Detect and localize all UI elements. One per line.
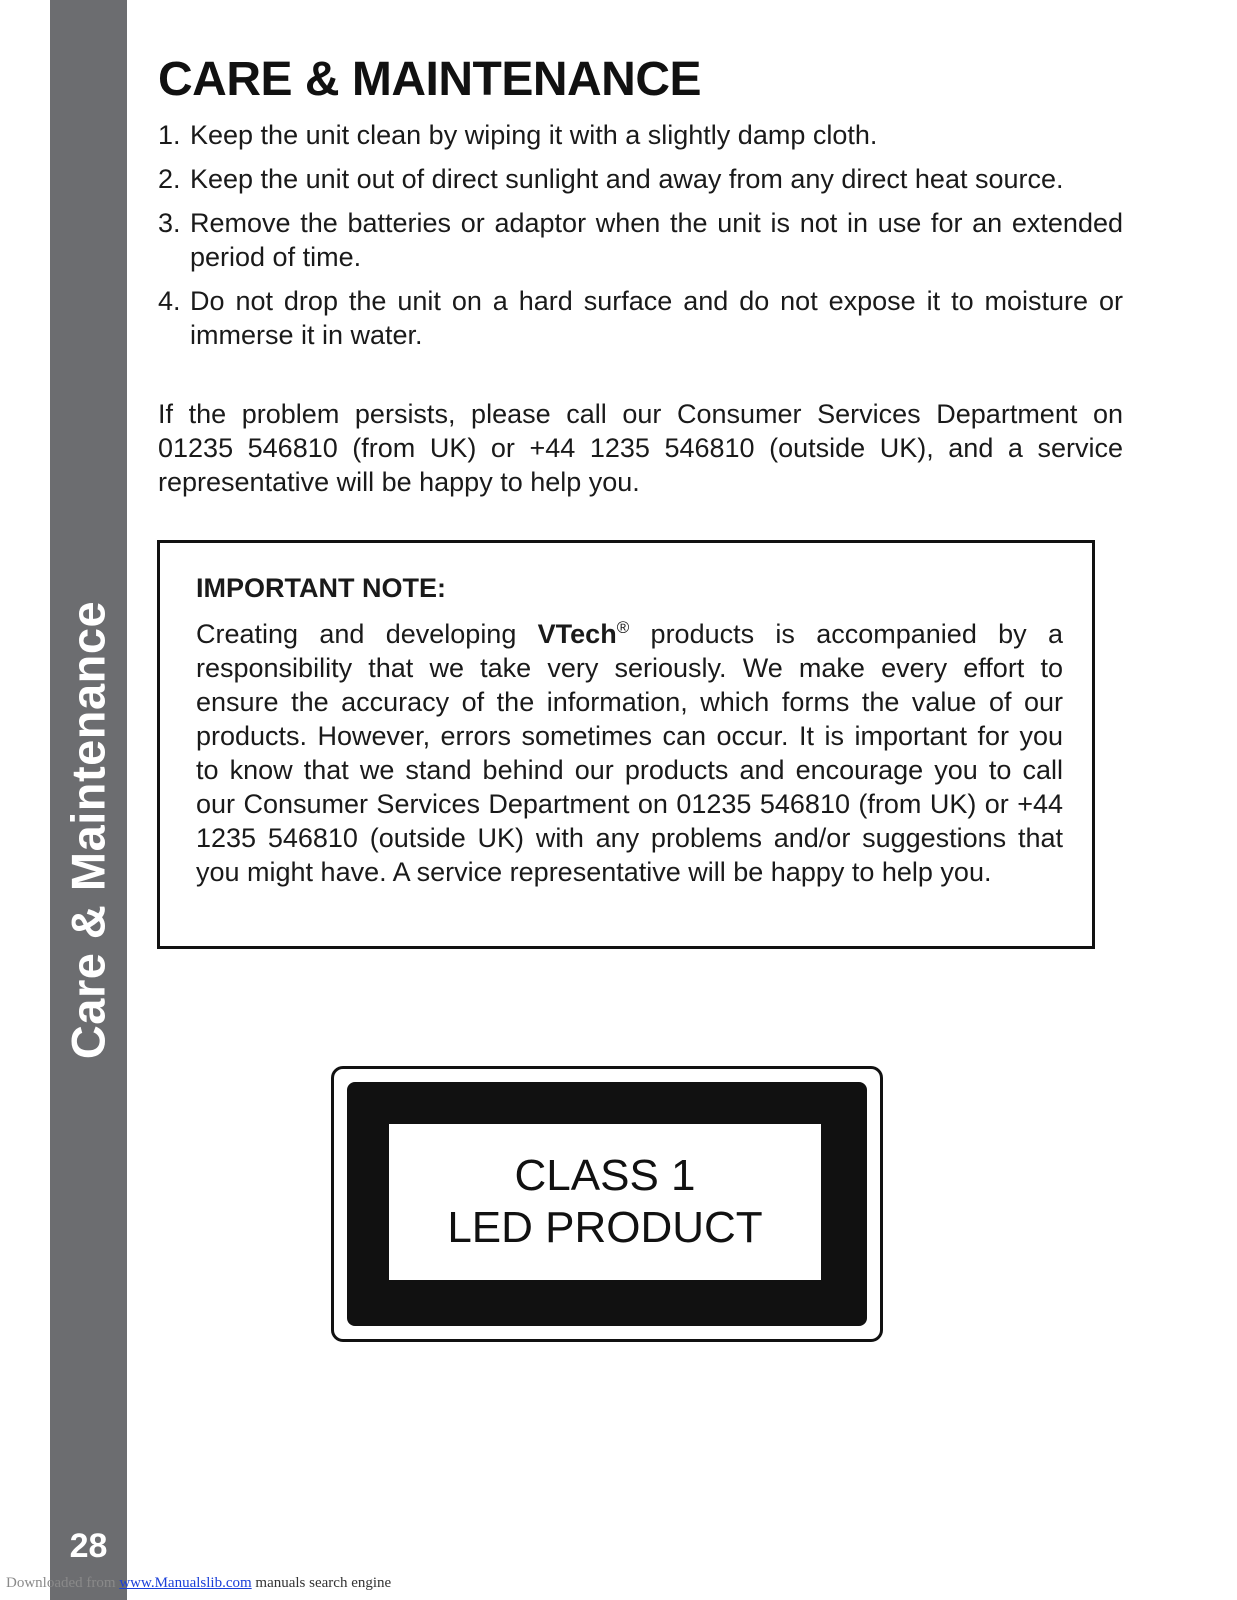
sidebar-section-title: Care & Maintenance bbox=[61, 600, 115, 1060]
page-title: CARE & MAINTENANCE bbox=[158, 53, 701, 106]
led-class-label bbox=[331, 1066, 883, 1342]
important-note-body bbox=[196, 617, 1063, 889]
important-note-box bbox=[157, 540, 1095, 949]
led-label-panel bbox=[389, 1124, 821, 1280]
list-item-text: Keep the unit clean by wiping it with a slightly damp cloth. bbox=[190, 120, 878, 150]
led-class-text: CLASS 1 bbox=[514, 1151, 696, 1200]
list-item bbox=[158, 118, 1123, 152]
care-list bbox=[158, 118, 1123, 362]
footer-suffix: manuals search engine bbox=[251, 1575, 392, 1591]
list-item bbox=[158, 162, 1123, 196]
footer bbox=[6, 1575, 391, 1592]
manualslib-link[interactable]: www.Manualslib.com bbox=[119, 1575, 252, 1591]
registered-mark: ® bbox=[616, 618, 630, 637]
list-item-number: 3. bbox=[158, 208, 181, 238]
list-item bbox=[158, 284, 1123, 352]
important-note-title: IMPORTANT NOTE: bbox=[196, 573, 446, 603]
brand-name: VTech bbox=[537, 619, 617, 649]
list-item bbox=[158, 206, 1123, 274]
footer-prefix: Downloaded from bbox=[6, 1575, 120, 1591]
led-label-border bbox=[347, 1082, 867, 1326]
list-item-text: Keep the unit out of direct sunlight and away from any direct heat source. bbox=[190, 164, 1064, 194]
list-item-number: 1. bbox=[158, 120, 181, 150]
page-number: 28 bbox=[69, 1527, 108, 1565]
note-text-rest: products is accompanied by a responsibility that we take very seriously. We make every effort to ensure the accuracy of the information, which forms the value of our products. However, errors sometimes can occur. It is important for you to know that we stand behind our products and encourage you to call our Consumer Services Department on 01235 546810 (from UK) or +44 1235 546810 (outside UK) with any problems and/or suggestions that you might have. A service representative will be happy to help you. bbox=[196, 619, 1064, 887]
list-item-text: Remove the batteries or adaptor when the unit is not in use for an extended period of time. bbox=[190, 208, 1123, 272]
list-item-number: 2. bbox=[158, 164, 181, 194]
led-product-text: LED PRODUCT bbox=[447, 1203, 763, 1252]
note-text-lead: Creating and developing bbox=[196, 619, 538, 649]
support-paragraph: If the problem persists, please call our Consumer Services Department on 01235 546810 (from UK) or +44 1235 546810 (outside UK), and a service representative will be happy to help you. bbox=[158, 399, 1123, 497]
list-item-number: 4. bbox=[158, 286, 181, 316]
list-item-text: Do not drop the unit on a hard surface and do not expose it to moisture or immerse it in water. bbox=[190, 286, 1123, 350]
